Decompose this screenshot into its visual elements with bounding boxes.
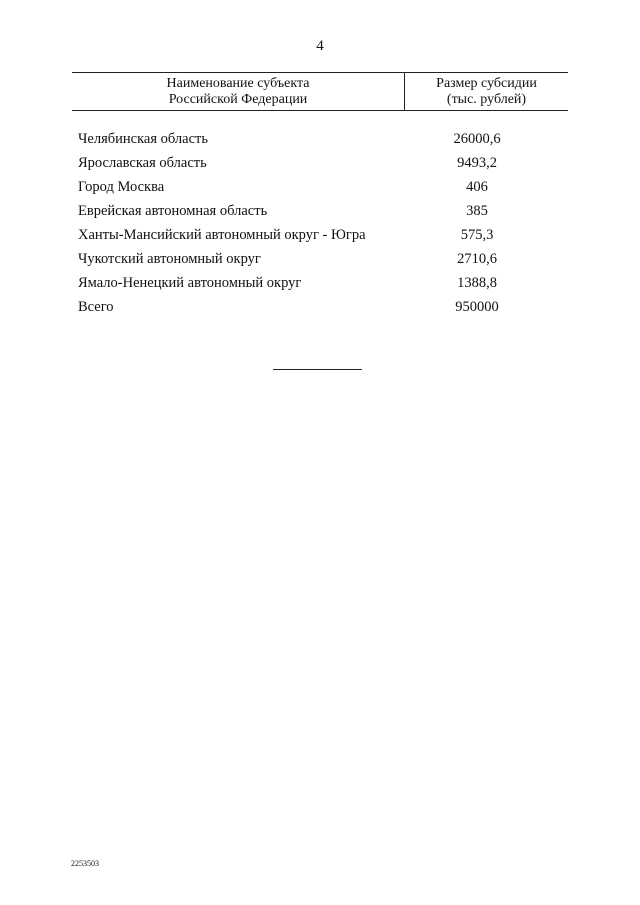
header-amount-line2: (тыс. рублей) [446,92,527,107]
subsidy-value: 406 [466,179,488,195]
table-row [72,271,568,295]
subsidy-value: 575,3 [460,227,494,243]
header-subsidy-amount [405,73,568,110]
header-subject-name [72,73,405,110]
subject-name: Ярославская область [78,155,207,171]
total-value: 950000 [455,299,499,315]
table-row [72,223,568,247]
subsidy-table [72,72,568,319]
subject-name: Ямало-Ненецкий автономный округ [78,275,302,291]
table-body [72,127,568,319]
subject-name: Город Москва [78,179,165,195]
subject-name: Чукотский автономный округ [78,251,261,267]
table-row [72,151,568,175]
subsidy-value: 9493,2 [457,155,497,171]
header-subject-line1: Наименование субъекта [166,76,310,91]
table-header [72,72,568,111]
header-subject-line2: Российской Федерации [168,92,308,107]
subject-name: Ханты-Мансийский автономный округ - Югра [78,227,366,243]
table-row [72,199,568,223]
page-number: 4 [316,38,324,54]
table-row-total [72,295,568,319]
table-row [72,127,568,151]
subsidy-value: 26000,6 [453,131,501,147]
subject-name: Еврейская автономная область [78,203,268,219]
table-row [72,175,568,199]
document-code: 2253503 [71,859,99,868]
total-label: Всего [78,299,114,315]
subsidy-value: 2710,6 [457,251,497,267]
table-row [72,247,568,271]
subject-name: Челябинская область [78,131,208,147]
header-amount-line1: Размер субсидии [436,76,537,91]
subsidy-value: 385 [466,203,488,219]
subsidy-value: 1388,8 [457,275,497,291]
end-divider [273,369,362,370]
